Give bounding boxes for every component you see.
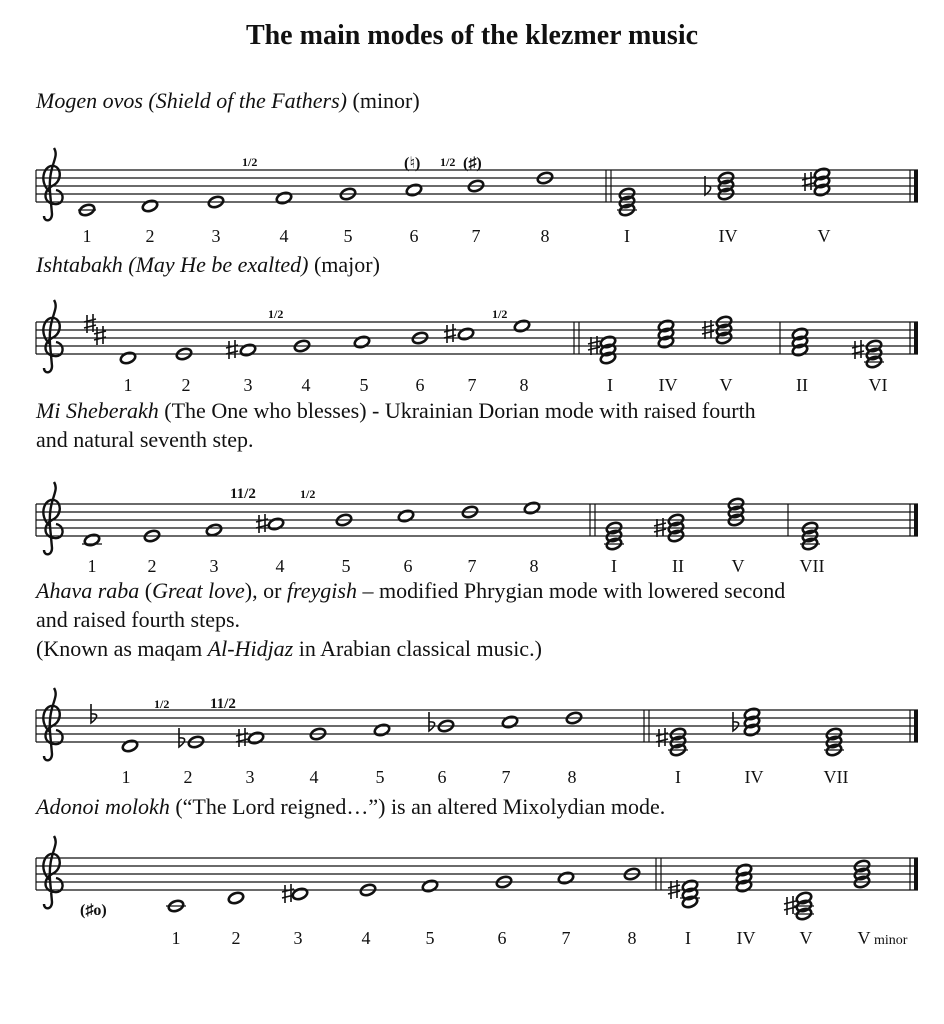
chord-label: VII <box>799 556 825 576</box>
note <box>275 191 292 205</box>
chord <box>802 167 831 197</box>
degree-label: 3 <box>293 928 303 948</box>
chord-suffix: minor <box>874 933 908 948</box>
mode-line2: and natural seventh step. <box>36 427 254 452</box>
chord-label: IV <box>718 226 738 246</box>
accidental-icon <box>236 728 248 747</box>
accidental-icon <box>179 728 185 747</box>
degree-label: 1 <box>82 226 92 246</box>
chord <box>735 863 752 893</box>
degree-label: 2 <box>181 375 191 395</box>
degree-label: 5 <box>375 767 385 787</box>
text-fragment: in Arabian classical music.) <box>293 636 542 661</box>
chord-label: V <box>799 928 813 948</box>
note <box>557 871 574 885</box>
chord-label: IV <box>736 928 756 948</box>
note <box>83 533 100 547</box>
interval-mark: 1/2 <box>300 487 316 501</box>
degree-label: 6 <box>437 767 447 787</box>
treble-clef-icon <box>43 836 62 908</box>
staff-ishtabakh <box>36 300 918 395</box>
degree-label: 7 <box>471 226 481 246</box>
mode-name: Mi Sheberakh <box>36 398 159 423</box>
mode-tail: (The One who blesses) - Ukrainian Dorian mode with raised fourth <box>158 398 756 423</box>
treble-clef-icon <box>43 688 62 760</box>
chord <box>791 327 808 357</box>
degree-label: 4 <box>301 375 311 395</box>
interval-mark: 1/2 <box>268 307 284 321</box>
degree-label: 6 <box>403 556 413 576</box>
natural-mark: (♮) <box>404 155 421 172</box>
chord-label: I <box>611 556 617 576</box>
chord-label: II <box>672 556 684 576</box>
degree-label: 2 <box>183 767 193 787</box>
treble-clef-icon <box>43 300 62 372</box>
degree-label: 6 <box>409 226 419 246</box>
mode-gloss: Great love <box>152 578 245 603</box>
chord-label: IV <box>658 375 678 395</box>
note <box>121 739 138 753</box>
note <box>405 183 422 197</box>
chord <box>784 891 814 921</box>
chord <box>657 319 674 349</box>
mode-tail: (minor) <box>347 88 420 113</box>
treble-clef-icon <box>43 148 62 220</box>
degree-label: 8 <box>567 767 577 787</box>
note <box>397 509 414 523</box>
note <box>119 351 136 365</box>
chord <box>733 707 761 737</box>
degree-label: 8 <box>540 226 550 246</box>
chord-label: VI <box>868 375 888 395</box>
chord <box>588 335 617 365</box>
chord-label: V <box>857 928 871 948</box>
degree-label: 7 <box>467 556 477 576</box>
note <box>373 723 390 737</box>
note <box>247 731 264 745</box>
degree-label: 4 <box>361 928 371 948</box>
degree-label: 4 <box>275 556 285 576</box>
chord-label: I <box>607 375 613 395</box>
text-fragment: ), or <box>244 578 287 603</box>
mode-name: Ishtabakh (May He be exalted) <box>36 252 309 277</box>
degree-label: 8 <box>529 556 539 576</box>
mode-tail: – modified Phrygian mode with lowered second <box>356 578 786 603</box>
degree-label: 7 <box>501 767 511 787</box>
degree-label: 3 <box>243 375 253 395</box>
chord-label: IV <box>744 767 764 787</box>
key-flat-icon <box>91 704 97 723</box>
key-sharp-icon <box>94 326 106 345</box>
accidental-icon <box>429 712 435 731</box>
chord-label: V <box>731 556 745 576</box>
pickup-note: (♯o) <box>80 902 107 919</box>
mode-tail: (major) <box>308 252 380 277</box>
interval-mark: 1/2 <box>440 155 456 169</box>
interval-mark: 11/2 <box>230 486 256 502</box>
note <box>523 501 540 515</box>
sharp-mark: (♯) <box>463 155 482 172</box>
mode-name: Mogen ovos (Shield of the Fathers) <box>36 88 347 113</box>
mode-name: Ahava raba <box>36 578 140 603</box>
degree-label: 2 <box>231 928 241 948</box>
degree-label: 5 <box>341 556 351 576</box>
staff-mi-sheberakh <box>36 482 918 576</box>
text-fragment: (Known as maqam <box>36 636 208 661</box>
staff-mogen-ovos <box>36 148 918 246</box>
note <box>353 335 370 349</box>
note <box>501 715 518 729</box>
interval-mark: 1/2 <box>242 155 258 169</box>
degree-label: 6 <box>415 375 425 395</box>
chord-label: V <box>817 226 831 246</box>
staff-ahava-raba <box>36 688 918 787</box>
degree-label: 7 <box>561 928 571 948</box>
interval-mark: 1/2 <box>154 697 170 711</box>
chord <box>668 879 700 909</box>
note <box>267 517 284 531</box>
note <box>227 891 244 905</box>
degree-label: 1 <box>121 767 131 787</box>
degree-label: 3 <box>211 226 221 246</box>
degree-label: 1 <box>87 556 97 576</box>
mode-line2: and raised fourth steps. <box>36 607 241 632</box>
degree-label: 8 <box>627 928 637 948</box>
mode-name: Adonoi molokh <box>36 794 170 819</box>
interval-mark: 11/2 <box>210 696 236 712</box>
chord-label: I <box>675 767 681 787</box>
treble-clef-icon <box>43 482 62 554</box>
degree-label: 1 <box>123 375 133 395</box>
chord-label: V <box>719 375 733 395</box>
accidental-icon <box>256 514 268 533</box>
degree-label: 5 <box>359 375 369 395</box>
maqam-name: Al-Hidjaz <box>207 636 294 661</box>
degree-label: 3 <box>209 556 219 576</box>
chord-label: I <box>624 226 630 246</box>
chord-label: I <box>685 928 691 948</box>
accidental-icon <box>444 324 456 343</box>
degree-label: 5 <box>343 226 353 246</box>
degree-label: 8 <box>519 375 529 395</box>
chord-label: II <box>796 375 808 395</box>
degree-label: 6 <box>497 928 507 948</box>
degree-label: 2 <box>145 226 155 246</box>
degree-label: 3 <box>245 767 255 787</box>
accidental-icon <box>226 340 238 359</box>
note <box>457 327 474 341</box>
note <box>205 523 222 537</box>
note <box>513 319 530 333</box>
note <box>421 879 438 893</box>
degree-label: 1 <box>171 928 181 948</box>
degree-label: 4 <box>279 226 289 246</box>
note <box>239 343 256 357</box>
interval-mark: 1/2 <box>492 307 508 321</box>
degree-label: 2 <box>147 556 157 576</box>
degree-label: 4 <box>309 767 319 787</box>
mode-alt-name: freygish <box>286 578 357 603</box>
chord-label: VII <box>823 767 849 787</box>
page-title: The main modes of the klezmer music <box>245 20 699 51</box>
text-fragment: ( <box>139 578 153 603</box>
note <box>141 199 158 213</box>
staff-adonoi-molokh <box>36 836 918 948</box>
degree-label: 5 <box>425 928 435 948</box>
mode-tail: (“The Lord reigned…”) is an altered Mixolydian mode. <box>169 794 666 819</box>
degree-label: 7 <box>467 375 477 395</box>
